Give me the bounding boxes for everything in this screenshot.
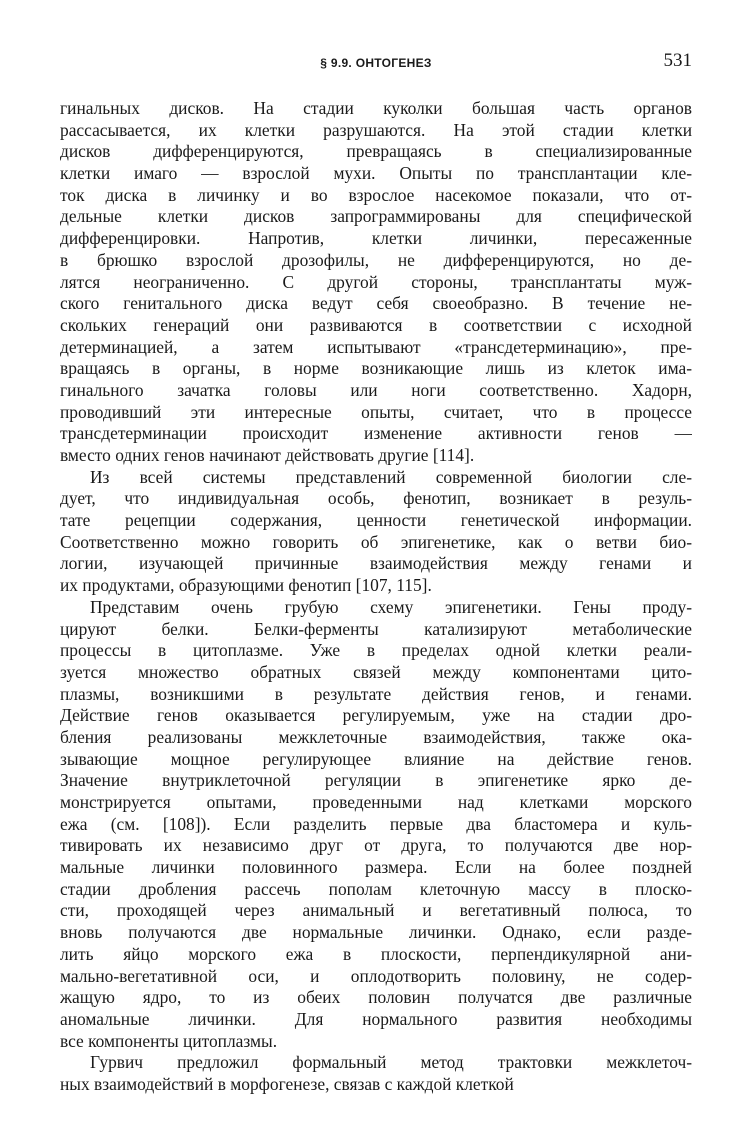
text-line: дельные клетки дисков запрограммированы для специфической [60,206,692,227]
paragraph [60,597,692,1052]
text-line: тивировать их независимо друг от друга, то получаются две нор- [60,835,692,856]
text-line: ского генитального диска ведут себя своеобразно. В течение не- [60,293,692,314]
text-line: процессы в цитоплазме. Уже в пределах одной клетки реали- [60,640,692,661]
text-line: дифференцировки. Напротив, клетки личинки, пересаженные [60,228,692,249]
text-line: скольких генераций они развиваются в соответствии с исходной [60,314,692,335]
text-line: трансдетерминации происходит изменение активности генов — [60,423,692,444]
text-line: логии, изучающей причинные взаимодействия между генами и [60,553,692,574]
text-line: Представим очень грубую схему эпигенетики. Гены проду- [90,596,692,617]
text-line: Соответственно можно говорить об эпигенетике, как о ветви био- [60,531,692,552]
text-line: вновь получаются две нормальные личинки. Однако, если разде- [60,922,692,943]
text-line: жащую ядро, то из обеих половин получатся две различные [60,987,692,1008]
text-line: Действие генов оказывается регулируемым, уже на стадии дро- [60,705,692,726]
text-line: лятся неограниченно. С другой стороны, трансплантаты муж- [60,271,692,292]
text-line: дисков дифференцируются, превращаясь в специализированные [60,141,692,162]
text-line: рассасывается, их клетки разрушаются. На этой стадии клетки [60,119,692,140]
text-line: Из всей системы представлений современной биологии сле- [90,466,692,487]
text-line: Гурвич предложил формальный метод трактовки межклеточ- [90,1052,692,1073]
text-line: зывающие мощное регулирующее влияние на действие генов. [60,748,692,769]
text-line: ежа (см. [108]). Если разделить первые два бластомера и куль- [60,813,692,834]
text-line: ных взаимодействий в морфогенезе, связав с каждой клеткой [60,1073,514,1094]
running-header [60,50,692,80]
running-title: § 9.9. ОНТОГЕНЕЗ [320,56,432,70]
text-line: проводивший эти интересные опыты, считает, что в процессе [60,401,692,422]
text-line: клетки имаго — взрослой мухи. Опыты по трансплантации кле- [60,163,692,184]
text-line: вращаясь в органы, в норме возникающие лишь из клеток има- [60,358,692,379]
paragraph [60,467,692,597]
text-line: тате рецепции содержания, ценности генетической информации. [60,510,692,531]
text-line: детерминацией, а затем испытывают «трансдетерминацию», пре- [60,336,692,357]
text-line: зуется множество обратных связей между компонентами цито- [60,661,692,682]
text-line: бления реализованы межклеточные взаимодействия, также ока- [60,726,692,747]
text-line: все компоненты цитоплазмы. [60,1030,278,1051]
body-text [60,98,692,1096]
text-line: плазмы, возникшими в результате действия генов, и генами. [60,683,692,704]
paragraph [60,1052,692,1095]
text-line: цируют белки. Белки-ферменты катализируют метаболические [60,618,692,639]
text-line: аномальные личинки. Для нормального развития необходимы [60,1008,692,1029]
page-number: 531 [663,50,692,71]
book-page [60,50,692,1096]
text-line: лить яйцо морского ежа в плоскости, перпендикулярной ани- [60,943,692,964]
text-line: сти, проходящей через анимальный и вегетативный полюса, то [60,900,692,921]
text-line: стадии дробления рассечь пополам клеточную массу в плоско- [60,878,692,899]
text-line: их продуктами, образующими фенотип [107, 115]. [60,575,432,596]
text-line: вместо одних генов начинают действовать другие [114]. [60,445,475,465]
text-line: ток диска в личинку и во взрослое насекомое показали, что от- [60,184,692,205]
text-line: Значение внутриклеточной регуляции в эпигенетике ярко де- [60,770,692,791]
text-line: в брюшко взрослой дрозофилы, не дифференцируются, но де- [60,249,692,270]
text-line: дует, что индивидуальная особь, фенотип, возникает в резуль- [60,488,692,509]
text-line: гинального зачатка головы или ноги соответственно. Хадорн, [60,379,692,400]
text-line: монстрируется опытами, проведенными над клетками морского [60,792,692,812]
text-line: мальные личинки половинного размера. Если на более поздней [60,857,692,878]
text-line: мально-вегетативной оси, и оплодотворить половину, не содер- [60,965,692,986]
paragraph [60,98,692,467]
text-line: гинальных дисков. На стадии куколки большая часть органов [60,98,692,118]
